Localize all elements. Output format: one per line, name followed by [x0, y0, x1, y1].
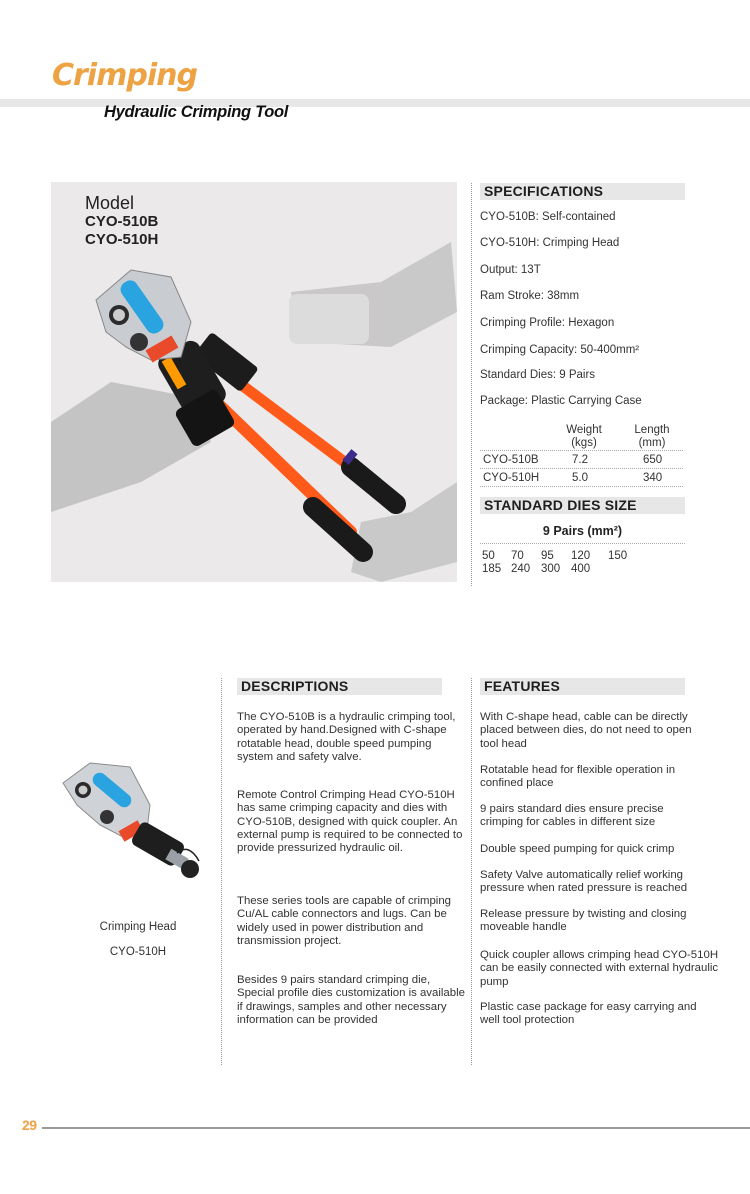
die-size: 150	[608, 550, 628, 562]
header-text: Length	[634, 424, 670, 436]
header-unit: (mm)	[638, 437, 666, 449]
row-model: CYO-510H	[483, 472, 540, 484]
die-size: 400	[571, 563, 591, 575]
feature-item: Safety Valve automatically relief working pressure when rated pressure is reached	[480, 869, 688, 895]
feature-item: 9 pairs standard dies ensure precise crimping for cables in different size	[480, 803, 664, 829]
spec-line: Crimping Capacity: 50-400mm²	[480, 344, 640, 356]
category-title: Crimping	[52, 58, 197, 93]
header-text: Weight	[566, 424, 602, 436]
dies-header: STANDARD DIES SIZE	[480, 497, 685, 514]
table-row	[480, 452, 683, 469]
model-block	[85, 194, 158, 249]
crimping-head-caption: Crimping Head	[99, 921, 177, 933]
row-weight: 5.0	[572, 472, 588, 484]
row-length: 650	[643, 454, 663, 466]
descriptions-header: DESCRIPTIONS	[237, 678, 442, 695]
spec-line: Output: 13T	[480, 264, 541, 276]
spec-line: CYO-510H: Crimping Head	[480, 237, 620, 249]
feature-item: With C-shape head, cable can be directly placed between dies, do not need to open tool head	[480, 711, 692, 750]
table-header-rule	[480, 436, 683, 451]
feature-item: Double speed pumping for quick crimp	[480, 843, 675, 855]
feature-item: Quick coupler allows crimping head CYO-510H can be easily connected with external hydraulic pump	[480, 949, 719, 988]
feature-item: Rotatable head for flexible operation in confined place	[480, 764, 676, 790]
spec-line: Crimping Profile: Hexagon	[480, 317, 615, 329]
description-paragraph: These series tools are capable of crimping Cu/AL cable connectors and lugs. Can be widely used in power distribution and transmission project.	[237, 895, 451, 947]
die-size: 185	[482, 563, 502, 575]
row-weight: 7.2	[572, 454, 588, 466]
spec-line: CYO-510B: Self-contained	[480, 211, 616, 223]
product-photo-panel	[51, 182, 457, 582]
dies-subtitle: 9 Pairs (mm²)	[542, 524, 623, 538]
page-subtitle: Hydraulic Crimping Tool	[104, 103, 289, 121]
page-number: 29	[22, 1117, 37, 1133]
die-size: 70	[511, 550, 524, 562]
column-divider	[471, 678, 472, 1065]
dies-rule	[480, 543, 685, 544]
column-divider	[471, 183, 472, 586]
feature-item: Release pressure by twisting and closing moveable handle	[480, 908, 687, 934]
die-size: 50	[482, 550, 495, 562]
header-unit: (kgs)	[571, 437, 597, 449]
model-510b: CYO-510B	[85, 213, 159, 230]
table-row	[480, 470, 683, 487]
spec-line: Standard Dies: 9 Pairs	[480, 369, 596, 381]
row-length: 340	[643, 472, 663, 484]
die-size: 300	[541, 563, 561, 575]
spec-line: Package: Plastic Carrying Case	[480, 395, 642, 407]
spec-line: Ram Stroke: 38mm	[480, 290, 580, 302]
die-size: 95	[541, 550, 554, 562]
row-model: CYO-510B	[483, 454, 539, 466]
column-divider	[221, 678, 222, 1065]
description-paragraph: Remote Control Crimping Head CYO-510H has same crimping capacity and dies with CYO-510B, designed with quick coupler. An external pump is required to be connected to provide pressurized hydraulic oil.	[237, 789, 463, 855]
spec-table	[480, 424, 685, 494]
feature-item: Plastic case package for easy carrying and well tool protection	[480, 1001, 697, 1027]
die-size: 120	[571, 550, 591, 562]
features-header: FEATURES	[480, 678, 685, 695]
description-paragraph: The CYO-510B is a hydraulic crimping tool, operated by hand.Designed with C-shape rotatable head, double speed pumping system and safety valve.	[237, 711, 456, 763]
crimping-head-model: CYO-510H	[109, 946, 167, 958]
description-paragraph: Besides 9 pairs standard crimping die, Special profile dies customization is available if drawings, samples and other necessary information can be provided	[237, 974, 465, 1026]
specifications-header: SPECIFICATIONS	[480, 183, 685, 200]
crimping-head-image	[55, 745, 205, 885]
die-size: 240	[511, 563, 531, 575]
footer-rule	[42, 1127, 750, 1129]
model-label: Model	[85, 193, 135, 213]
model-510h: CYO-510H	[85, 231, 159, 248]
